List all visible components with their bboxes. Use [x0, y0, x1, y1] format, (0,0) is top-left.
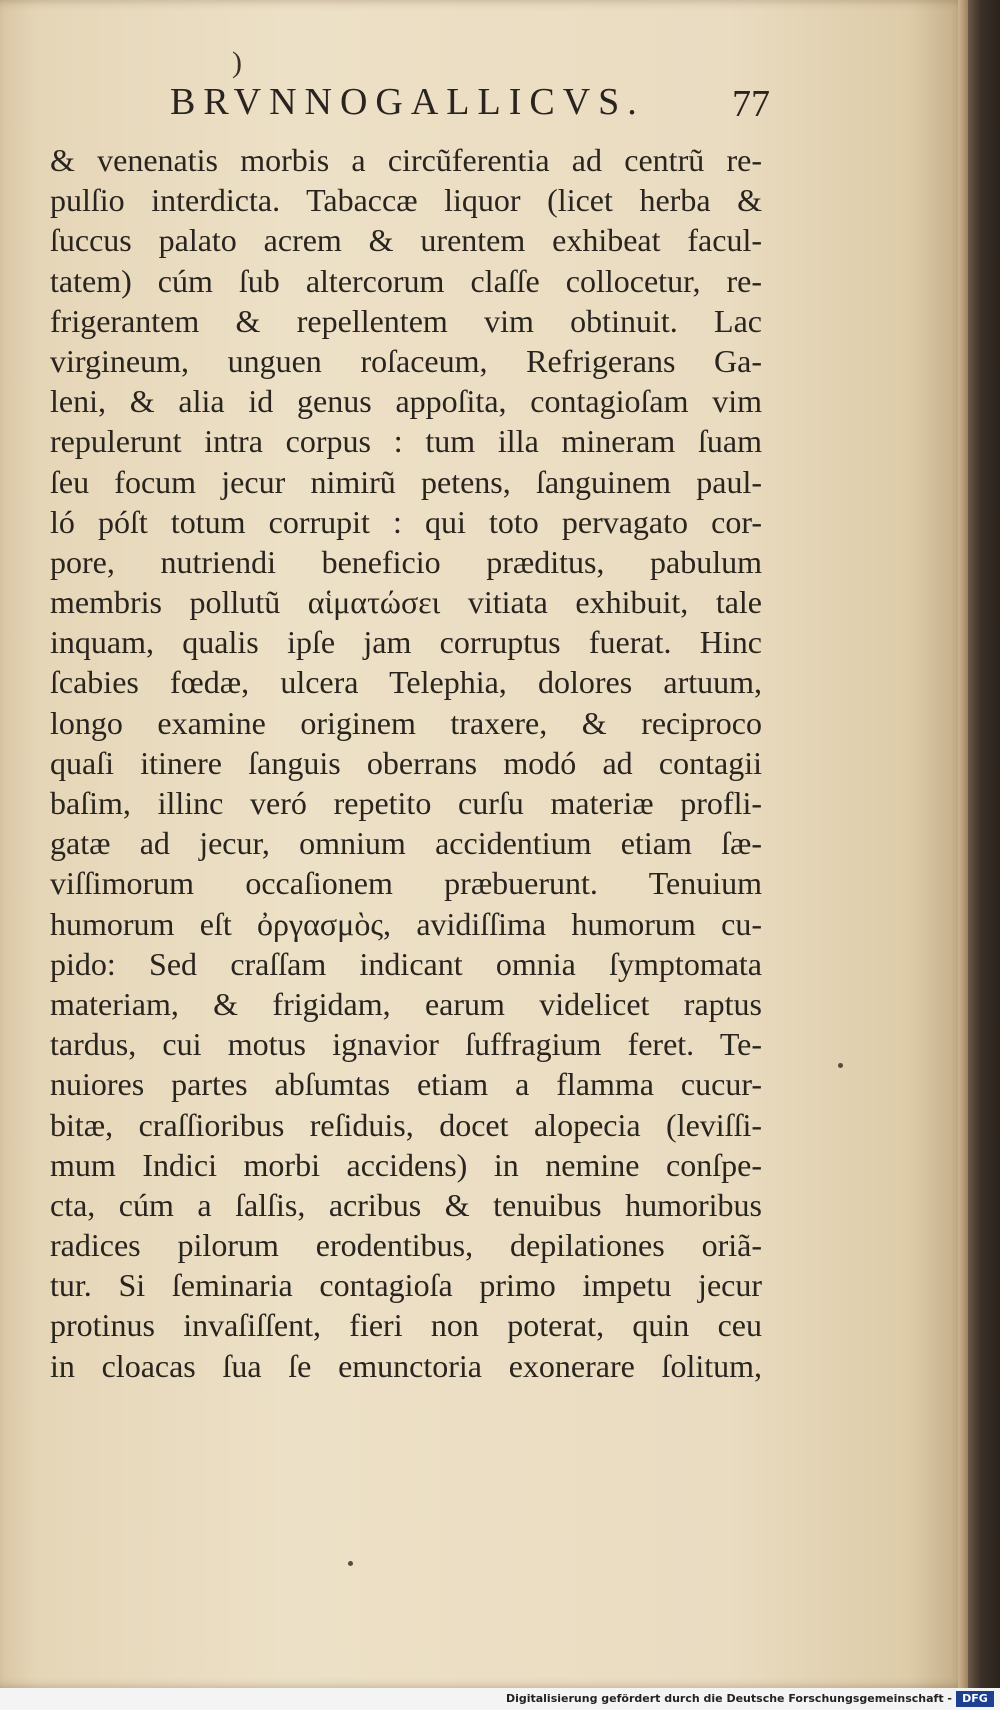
page-header [0, 80, 968, 140]
text-line: pore, nutriendi beneficio præditus, pabulum [50, 543, 762, 580]
text-line: longo examine originem traxere, & reciproco [50, 704, 762, 741]
page-edge [958, 0, 966, 1688]
text-line: ſeu focum jecur nimirũ petens, ſanguinem paul- [50, 463, 762, 500]
text-line: radices pilorum erodentibus, depilationes oriã- [50, 1227, 762, 1264]
page-number: 77 [732, 83, 770, 125]
text-line: bitæ, craſſioribus reſiduis, docet alopecia (leviſſi- [50, 1106, 762, 1143]
paper-speck [348, 1561, 353, 1566]
text-line: gatæ ad jecur, omnium accidentium etiam ſæ- [50, 825, 762, 862]
text-line: viſſimorum occaſionem præbuerunt. Tenuium [50, 865, 762, 902]
book-edge-shadow [968, 0, 1000, 1710]
text-line: leni, & alia id genus appoſita, contagioſam vim [50, 383, 762, 420]
text-line: ſcabies fœdæ, ulcera Telephia, dolores artuum, [50, 664, 762, 701]
text-line: frigerantem & repellentem vim obtinuit. Lac [50, 302, 762, 339]
paper-speck [838, 1063, 843, 1068]
text-line: cta, cúm a ſalſis, acribus & tenuibus humoribus [50, 1186, 762, 1223]
text-line: & venenatis morbis a circũferentia ad centrũ re- [50, 142, 762, 178]
text-line: nuiores partes abſumtas etiam a flamma cucur- [50, 1066, 762, 1103]
text-line: mum Indici morbi accidens) in nemine conſpe- [50, 1146, 762, 1183]
text-line: protinus invaſiſſent, fieri non poterat, quin ceu [50, 1307, 762, 1344]
text-line: ló póſt totum corrupit : qui toto pervagato cor- [50, 503, 762, 540]
text-line: virgineum, unguen roſaceum, Refrigerans Ga- [50, 342, 762, 379]
text-line: tatem) cúm ſub altercorum claſſe collocetur, re- [50, 262, 762, 299]
text-line: quaſi itinere ſanguis oberrans modó ad contagii [50, 744, 762, 781]
text-line: tur. Si ſeminaria contagioſa primo impetu jecur [50, 1267, 762, 1304]
text-line: inquam, qualis ipſe jam corruptus fuerat. Hinc [50, 624, 762, 661]
text-line: pido: Sed craſſam indicant omnia ſymptomata [50, 945, 762, 982]
text-line: membris pollutũ αἱματώσει vitiata exhibuit, tale [50, 584, 762, 621]
dfg-logo: DFG [956, 1691, 994, 1707]
text-line: in cloacas ſua ſe emunctoria exonerare ſolitum, [50, 1347, 762, 1384]
running-head: BRVNNOGALLICVS. [170, 81, 645, 123]
ink-mark: ) [232, 46, 242, 79]
digitization-footer [0, 1688, 1000, 1710]
text-line: tardus, cui motus ignavior ſuffragium feret. Te- [50, 1026, 762, 1063]
text-line: ſuccus palato acrem & urentem exhibeat facul- [50, 222, 762, 259]
text-line: baſim, illinc veró repetito curſu materiæ profli- [50, 785, 762, 821]
text-line: pulſio interdicta. Tabaccæ liquor (licet herba & [50, 182, 762, 219]
body-text [50, 140, 762, 1386]
funding-credit: Digitalisierung gefördert durch die Deutsche Forschungsgemeinschaft - [505, 1692, 952, 1705]
text-line: humorum eſt ὀργασμὸς, avidiſſima humorum cu- [50, 905, 762, 942]
text-line: materiam, & frigidam, earum videlicet raptus [50, 985, 762, 1022]
text-line: repulerunt intra corpus : tum illa mineram ſuam [50, 423, 762, 460]
